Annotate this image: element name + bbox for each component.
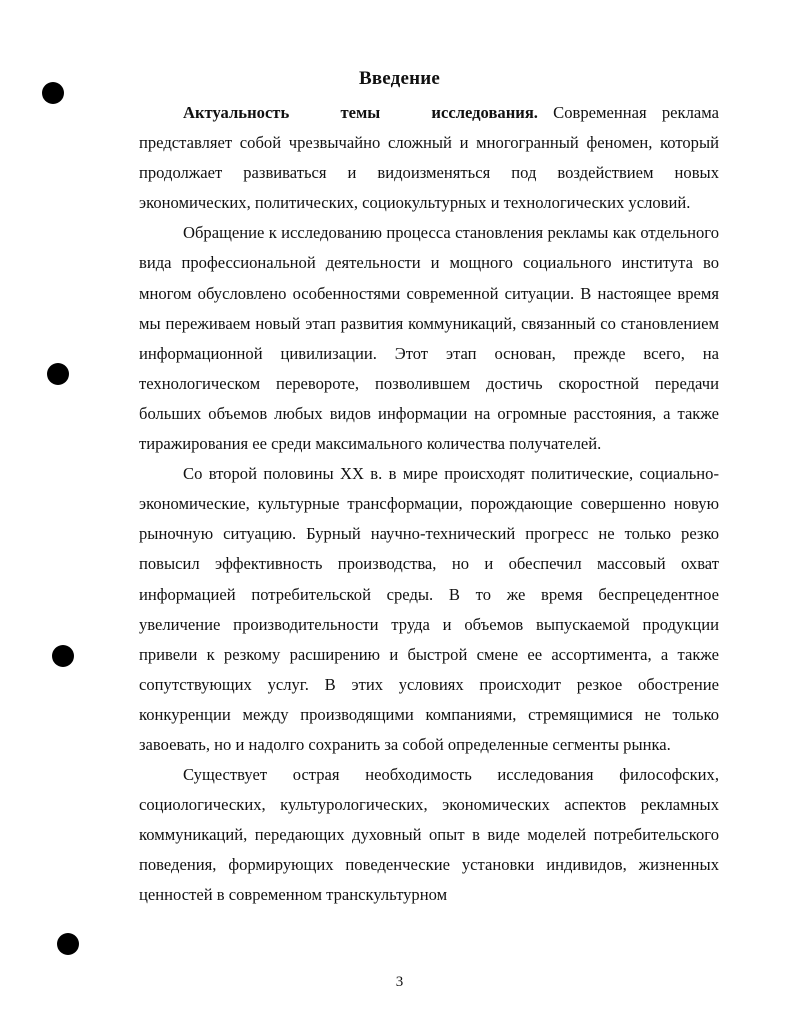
lead-label: Актуальность темы исследования. bbox=[183, 103, 538, 122]
paragraph-1 bbox=[139, 98, 719, 218]
section-heading: Введение bbox=[358, 68, 441, 89]
paragraph-4: Существует острая необходимость исследования философских, социологических, культурологических, экономических аспектов рекламных коммуникаций, передающих духовный опыт в виде моделей потребительского поведения, формирующих поведенческие установки индивидов, жизненных ценностей в современном транскультурном bbox=[139, 765, 719, 905]
punch-hole-mark bbox=[47, 363, 69, 385]
punch-hole-mark bbox=[52, 645, 74, 667]
paragraph-2: Обращение к исследованию процесса становления рекламы как отдельного вида профессиональной деятельности и мощного социального института во многом обусловлено особенностями современной ситуации. В настоящее время мы переживаем новый этап развития коммуникаций, связанный со становлением информационной цивилизации. Этот этап основан, прежде всего, на технологическом перевороте, позволившем достичь скоростной передачи больших объемов любых видов информации на огромные расстояния, а также тиражирования ее среди максимального количества получателей. bbox=[139, 223, 719, 454]
paragraph-1-text: Современная реклама представляет собой чрезвычайно сложный и многогранный феномен, который продолжает развиваться и видоизменяться под воздействием новых экономических, политических, социокультурных и технологических условий. bbox=[139, 103, 719, 213]
body-text bbox=[139, 98, 719, 911]
paragraph-3: Со второй половины XX в. в мире происходят политические, социально-экономические, культурные трансформации, порождающие совершенно новую рыночную ситуацию. Бурный научно-технический прогресс не только резко повысил эффективность производства, но и обеспечил массовый охват информацией потребительской среды. В то же время беспрецедентное увеличение производительности труда и объемов выпускаемой продукции привели к резкому расширению и быстрой смене ее ассортимента, а также сопутствующих услуг. В этих условиях происходит резкое обострение конкуренции между производящими компаниями, стремящимися не только завоевать, но и надолго сохранить за собой определенные сегменты рынка. bbox=[139, 464, 719, 754]
punch-hole-mark bbox=[57, 933, 79, 955]
page-number: 3 bbox=[395, 974, 404, 990]
